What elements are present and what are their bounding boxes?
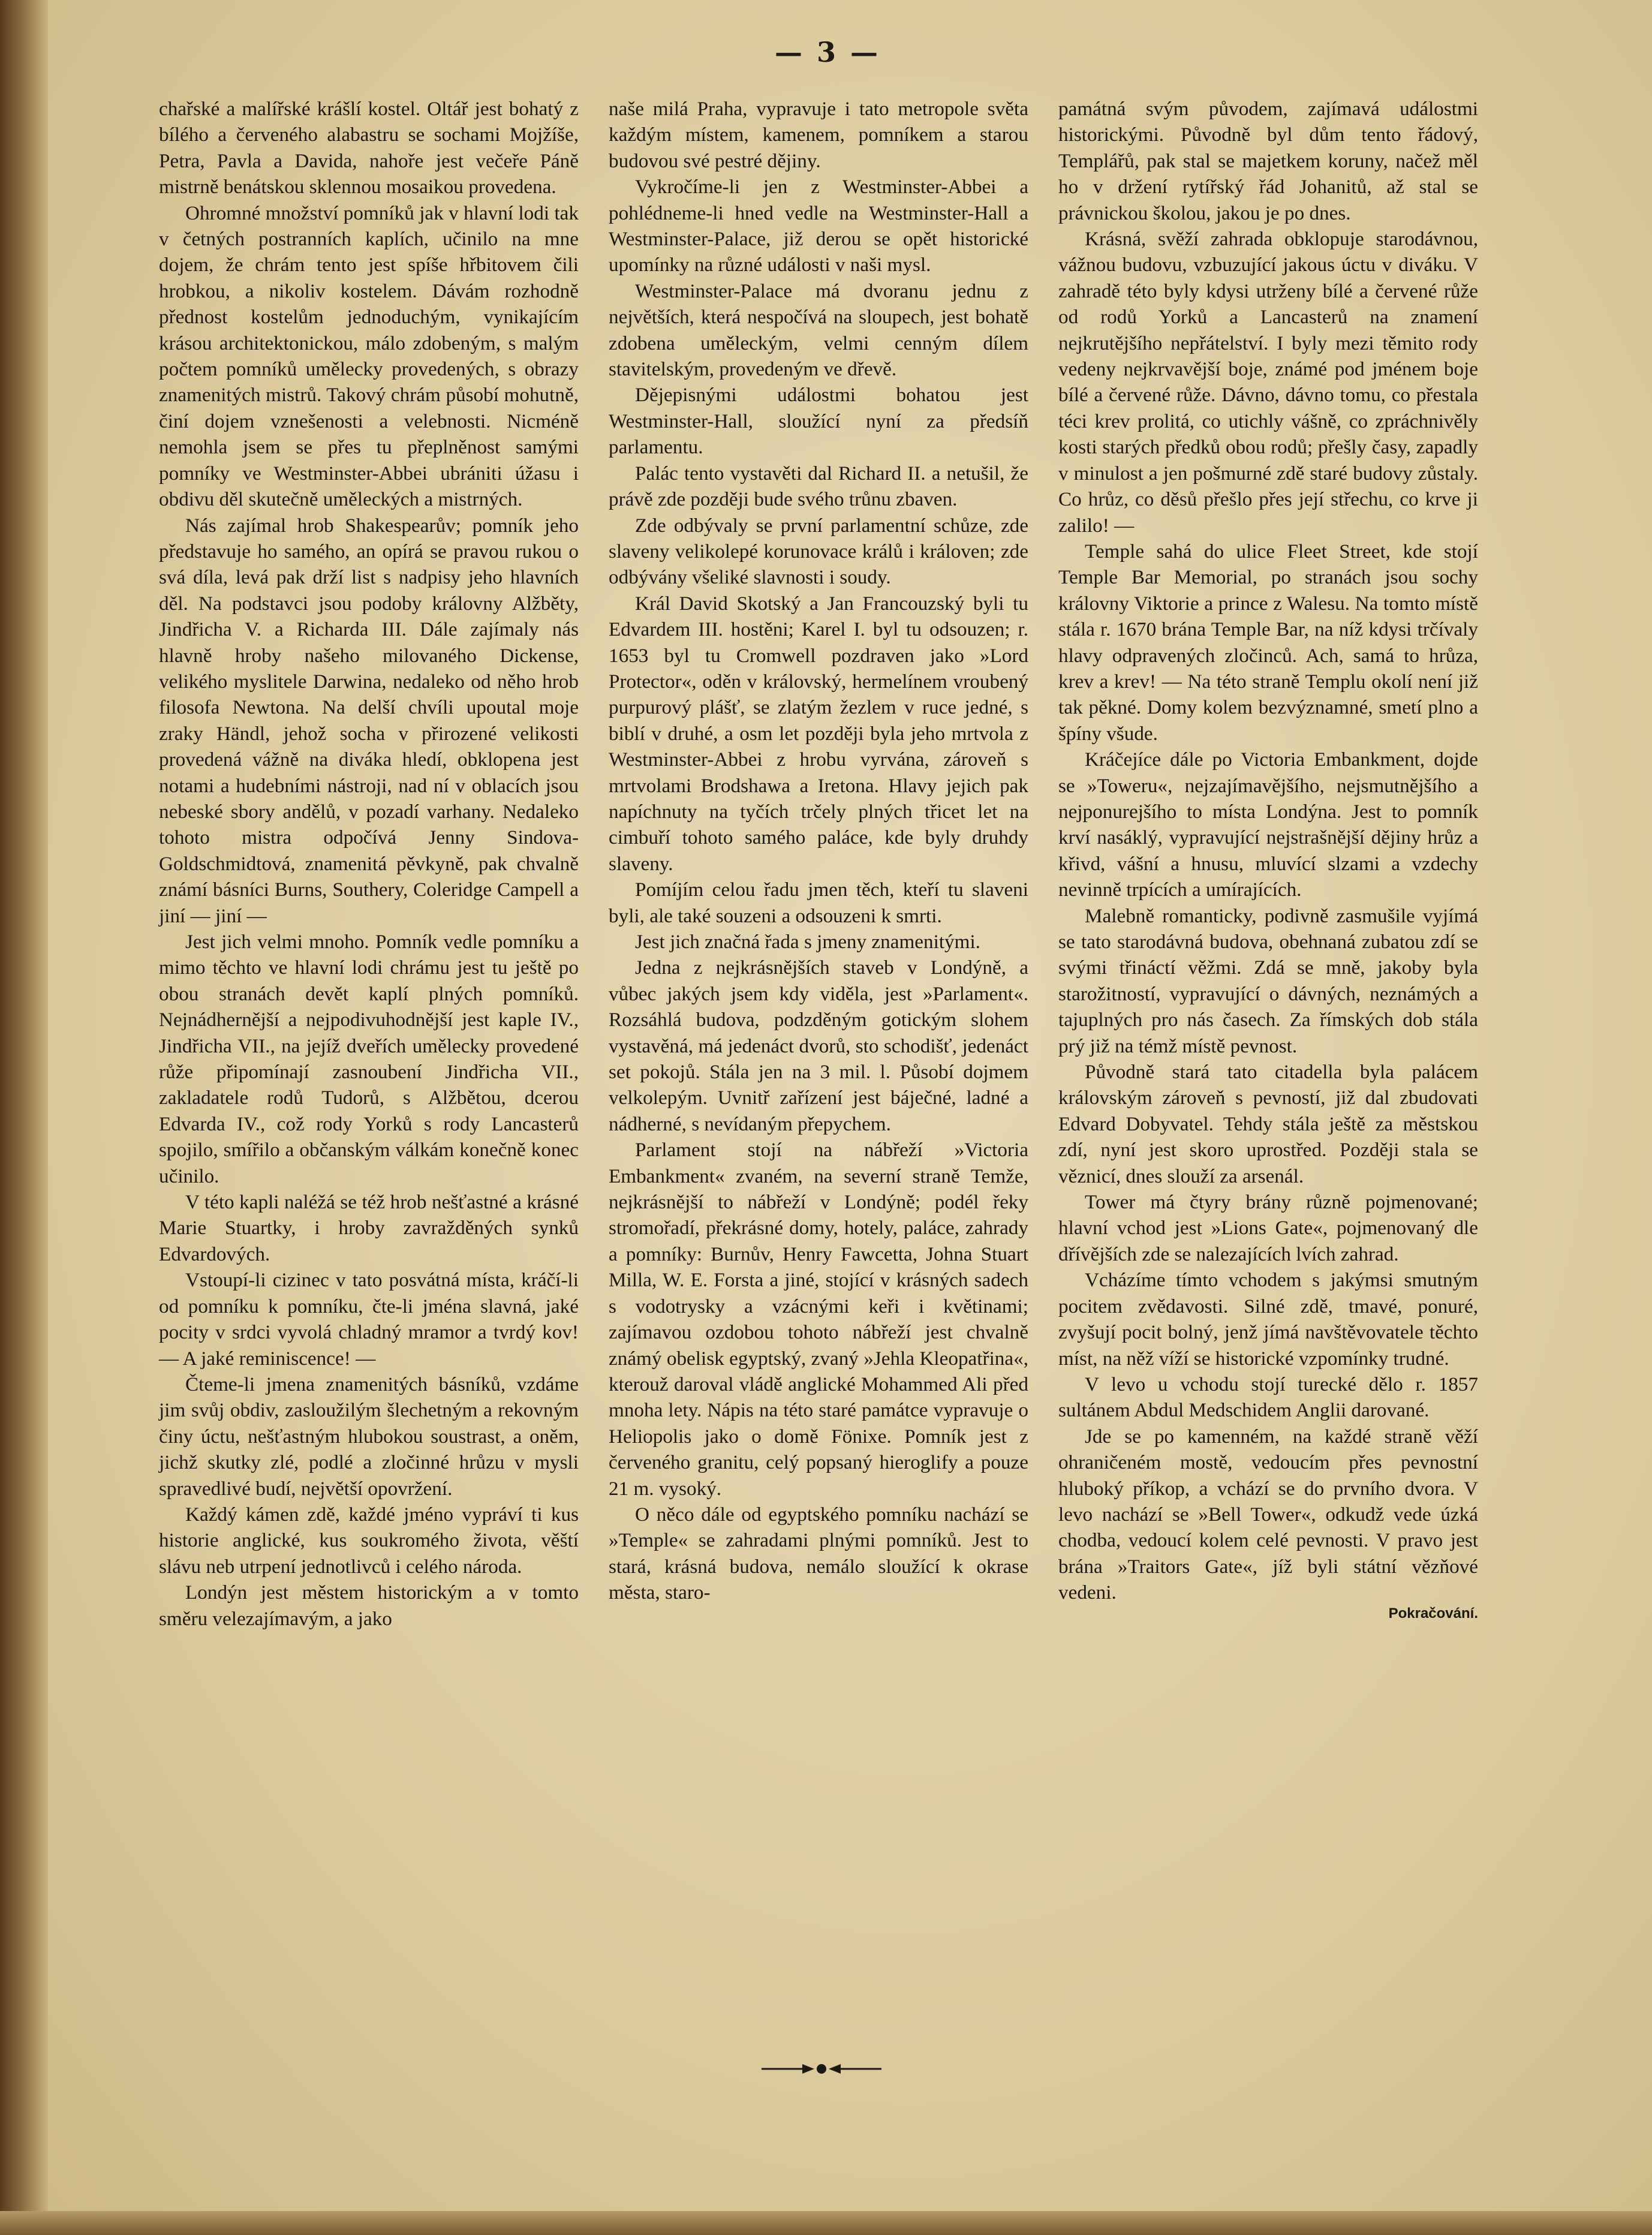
paragraph: Kráčejíce dále po Victoria Embankment, dojde se »Toweru«, nejzajímavějšího, nejsmutnějšího a nejponurejšího to místa Londýna. Jest to pomník krví nasáklý, vypravující nejstrašnější dějiny hrůz a křivd, vášní a hnusu, mluvící slzami a vzdechy nevinně trpících a umírajících. (1058, 748, 1478, 901)
paragraph: chařské a malířské krášlí kostel. Oltář jest bohatý z bílého a červeného alabastru se sochami Mojžíše, Petra, Pavla a Davida, nahoře jest večeře Páně mistrně benátskou sklennou mosaikou provedena. (159, 98, 579, 198)
paragraph: Původně stará tato citadella byla palácem královským zároveň s pevností, již dal zbudovati Edvard Dobyvatel. Tehdy stála ještě za městskou zdí, nyní jest skoro uprostřed. Později stala se věznicí, dnes slouží za arsenál. (1058, 1061, 1478, 1187)
paragraph: Zde odbývaly se první parlamentní schůze, zde slaveny velikolepé korunovace králů i královen; zde odbývány všeliké slavnosti i soudy. (609, 514, 1028, 589)
paragraph: Jest jich značná řada s jmeny znamenitými. (635, 931, 980, 953)
paragraph: V této kapli naléžá se též hrob nešťastné a krásné Marie Stuartky, i hroby zavražděných synků Edvardových. (159, 1191, 579, 1265)
continued-note: Pokračování. (1388, 1605, 1478, 1622)
paragraph: Nás zajímal hrob Shakespearův; pomník jeho představuje ho samého, an opírá se pravou rukou o svá díla, levá pak drží list s nadpisy jeho hlavních děl. Na podstavci jsou podoby královny Alžběty, Jindřicha V. a Richarda III. Dále zajímaly nás hlavně hroby našeho milovaného Dickense, velikého myslitele Darwina, nedaleko od něho hrob filosofa Newtona. Na delší chvíli upoutal moje zraky Händl, jehož socha v přirozené velikosti provedená vážně na diváka hledí, obklopena jest notami a hudebními nástroji, nad ní v oblacích jsou nebeské sbory andělů, v pozadí varhany. Nedaleko tohoto mistra odpočívá Jenny Sindova-Goldschmidtová, znamenitá pěvkyně, pak chvalně známí básníci Burns, Southery, Coleridge Campell a jiní — jiní — (159, 514, 579, 927)
paragraph: Palác tento vystavěti dal Richard II. a netušil, že právě zde později bude svého trůnu zbaven. (609, 462, 1028, 511)
page-number: — 3 — (774, 36, 881, 68)
paragraph: Londýn jest městem historickým a v tomto směru velezajímavým, a jako (159, 1581, 579, 1630)
paragraph: naše milá Praha, vypravuje i tato metropole světa každým místem, kamenem, pomníkem a starou budovou své pestré dějiny. (609, 98, 1028, 172)
text-column-1 (159, 96, 579, 1632)
paragraph: Čteme-li jmena znamenitých básníků, vzdáme jim svůj obdiv, zasloužilým šlechetným a rekovným činy úctu, nešťastným hlubokou soustrast, a oněm, jichž skutky zlé, podlé a zločinné hrůzu v mysli spravedlivé budí, největší opovržení. (159, 1373, 579, 1500)
paragraph: Ohromné množství pomníků jak v hlavní lodi tak v četných postranních kaplích, učinilo na mne dojem, že chrám tento jest spíše hřbitovem čili hrobkou, a nikoliv kostelem. Dávám rozhodně přednost kostelům jednoduchým, vynikajícím krásou architektonickou, málo zdobeným, s malým počtem pomníků umělecky provedených, s obrazy znamenitých mistrů. Takový chrám působí mohutně, činí dojem vznešenosti a velebnosti. Nicméně nemohla jsem se přes tu přeplněnost samými pomníky ve Westminster-Abbei ubrániti úžasu i obdivu děl skutečně uměleckých a mistrných. (159, 201, 579, 511)
paragraph: Temple sahá do ulice Fleet Street, kde stojí Temple Bar Memorial, po stranách jsou sochy královny Viktorie a prince z Walesu. Na tomto místě stála r. 1670 brána Temple Bar, na níž kdysi trčívaly hlavy odpravených zločinců. Ach, samá to hrůza, krev a krev! — Na této straně Templu okolí není již tak pěkné. Domy kolem bezvýznamné, smetí plno a špíny všude. (1058, 540, 1478, 745)
paragraph: Král David Skotský a Jan Francouzský byli tu Edvardem III. hostěni; Karel I. byl tu odsouzen; r. 1653 byl tu Cromwell pozdraven jako »Lord Protector«, oděn v královský, hermelínem vroubený purpurový plášť, se zlatým žezlem v ruce jedné, s biblí v druhé, a osm let později byla jeho mrtvola z Westminster-Abbei z hrobu vyrvána, zároveň s mrtvolami Brodshawa a Iretona. Hlavy jejich pak napíchnuty na tyčích trčely plných třicet let na cimbuří tohoto samého paláce, kde byly druhdy slaveny. (609, 592, 1028, 875)
paragraph: Westminster-Palace má dvoranu jednu z největších, která nespočívá na sloupech, jest bohatě zdobena uměleckým, velmi cenným dílem stavitelským, provedeným ve dřevě. (609, 279, 1028, 381)
paragraph: památná svým původem, zajímavá událostmi historickými. Původně byl dům tento řádový, Templářů, pak stal se majetkem koruny, načež měl ho v držení rytířský řád Johanitů, až stal se právnickou školou, jakou je po dnes. (1058, 98, 1478, 224)
paragraph: O něco dále od egyptského pomníku nachází se »Temple« se zahradami plnými pomníků. Jest to stará, krásná budova, nemálo sloužící k okrase města, staro- (609, 1503, 1028, 1604)
paragraph: Vstoupí-li cizinec v tato posvátná místa, kráčí-li od pomníku k pomníku, čte-li jména slavná, jaké pocity v srdci vyvolá chladný mramor a tvrdý kov! — A jaké reminiscence! — (159, 1269, 579, 1370)
paragraph: Malebně romanticky, podivně zasmušile vyjímá se tato starodávná budova, obehnaná zubatou zdí se svými třináctí věžmi. Zdá se mně, jakoby byla starožitností, vypravující o dávných, neznámých a tajuplných pro nás časech. Za římských dob stála prý již na témž místě pevnost. (1058, 904, 1478, 1057)
paragraph: Jedna z nejkrásnějších staveb v Londýně, a vůbec jakých jsem kdy viděla, jest »Parlament«. Rozsáhlá budova, podzděným gotickým slohem vystavěná, má jedenáct dvorů, sto schodišť, jedenáct set pokojů. Stála jen na 3 mil. l. Působí dojmem velkolepým. Uvnitř zařízení jest báječné, ladné a nádherné, s nevídaným přepychem. (609, 956, 1028, 1135)
paragraph: Tower má čtyry brány různě pojmenované; hlavní vchod jest »Lions Gate«, pojmenovaný dle dřívějších zde se nalezajících lvích zahrad. (1058, 1191, 1478, 1265)
text-column-2 (609, 96, 1028, 1606)
paragraph: Jde se po kamenném, na každé straně věží ohraničeném mostě, vedoucím přes pevnostní hluboký příkop, a vchází se do prvního dvora. V levo nachází se »Bell Tower«, odkudž vede úzká chodba, vedoucí kolem celé pevnosti. V pravo jest brána »Traitors Gate«, jíž byli státní vězňové vedeni. (1058, 1425, 1478, 1604)
paragraph: Vcházíme tímto vchodem s jakýmsi smutným pocitem zvědavosti. Silné zdě, tmavé, ponuré, zvyšují pocit bolný, jenž jímá navštěvovatele těchto míst, na něž víží se historické vzpomínky trudné. (1058, 1269, 1478, 1370)
paragraph: V levo u vchodu stojí turecké dělo r. 1857 sultánem Abdul Medschidem Anglii darované. (1058, 1373, 1478, 1422)
text-column-3 (1058, 96, 1478, 1623)
paragraph: Krásná, svěží zahrada obklopuje starodávnou, vážnou budovu, vzbuzující jakous úctu v diváku. V zahradě této byly kdysi utrženy bílé a červené růže od rodů Yorků a Lancasterů na znamení nejkrutějšího nepřátelství. I byly mezi těmito rody vedeny nejkrvavější boje, známé pod jménem boje bílé a červené růže. Dávno, dávno tomu, co přestala téci krev prolitá, co utichly vášně, co zpráchnivěly kosti starých předků obou rodů; přešly časy, zapadly v minulost a jen pošmurné zdě staré budovy zůstaly. Co hrůz, co děsů přešlo přes její střechu, co krve ji zalilo! — (1058, 228, 1478, 537)
page-binding-edge (0, 0, 48, 2235)
paragraph: Každý kámen zdě, každé jméno vypráví ti kus historie anglické, kus soukromého života, věští slávu neb utrpení jednotlivců i celého národa. (159, 1503, 579, 1578)
paragraph: Jest jich velmi mnoho. Pomník vedle pomníku a mimo těchto ve hlavní lodi chrámu jest tu ještě po obou stranách devět kaplí plných pomníků. Nejnádhernější a nejpodivuhodnější jest kaple IV., Jindřicha VII., na jejíž dveřích umělecky provedené růže připomínají zasnoubení Jindřicha VII., zakladatele rodů Tudorů, s Alžbětou, dcerou Edvarda IV., což rody Yorků s rody Lancasterů spojilo, smířilo a občanským válkám konečně konec učinilo. (159, 931, 579, 1187)
paragraph: Dějepisnými událostmi bohatou jest Westminster-Hall, sloužící nyní za předsíň parlamentu. (609, 384, 1028, 459)
section-end-ornament (756, 2057, 887, 2081)
paragraph: Parlament stojí na nábřeží »Victoria Embankment« zvaném, na severní straně Temže, nejkrásnější to nábřeží v Londýně; podél řeky stromořadí, překrásné domy, hotely, paláce, zahrady a pomníky: Burnův, Henry Fawcetta, Johna Stuart Milla, W. E. Forsta a jiné, stojící v krásných sadech s vodotrysky a vzácnými keři i květinami; zajímavou ozdobou tohoto nábřeží jest chvalně známý obelisk egyptský, zvaný »Jehla Kleopatřina«, kterouž daroval vládě anglické Mohammed Ali před mnoha lety. Nápis na této staré památce vypravuje o Heliopolis jako o domě Fönixe. Pomník jest z červeného granitu, celý popsaný hieroglify a pouze 21 m. vysoký. (609, 1139, 1028, 1500)
paragraph: Pomíjím celou řadu jmen těch, kteří tu slaveni byli, ale také souzeni a odsouzeni k smrti. (609, 879, 1028, 927)
page-bottom-edge (0, 2211, 1652, 2235)
paragraph: Vykročíme-li jen z Westminster-Abbei a pohlédneme-li hned vedle na Westminster-Hall a Westminster-Palace, již derou se opět historické upomínky na různé události v naši mysl. (609, 176, 1028, 276)
